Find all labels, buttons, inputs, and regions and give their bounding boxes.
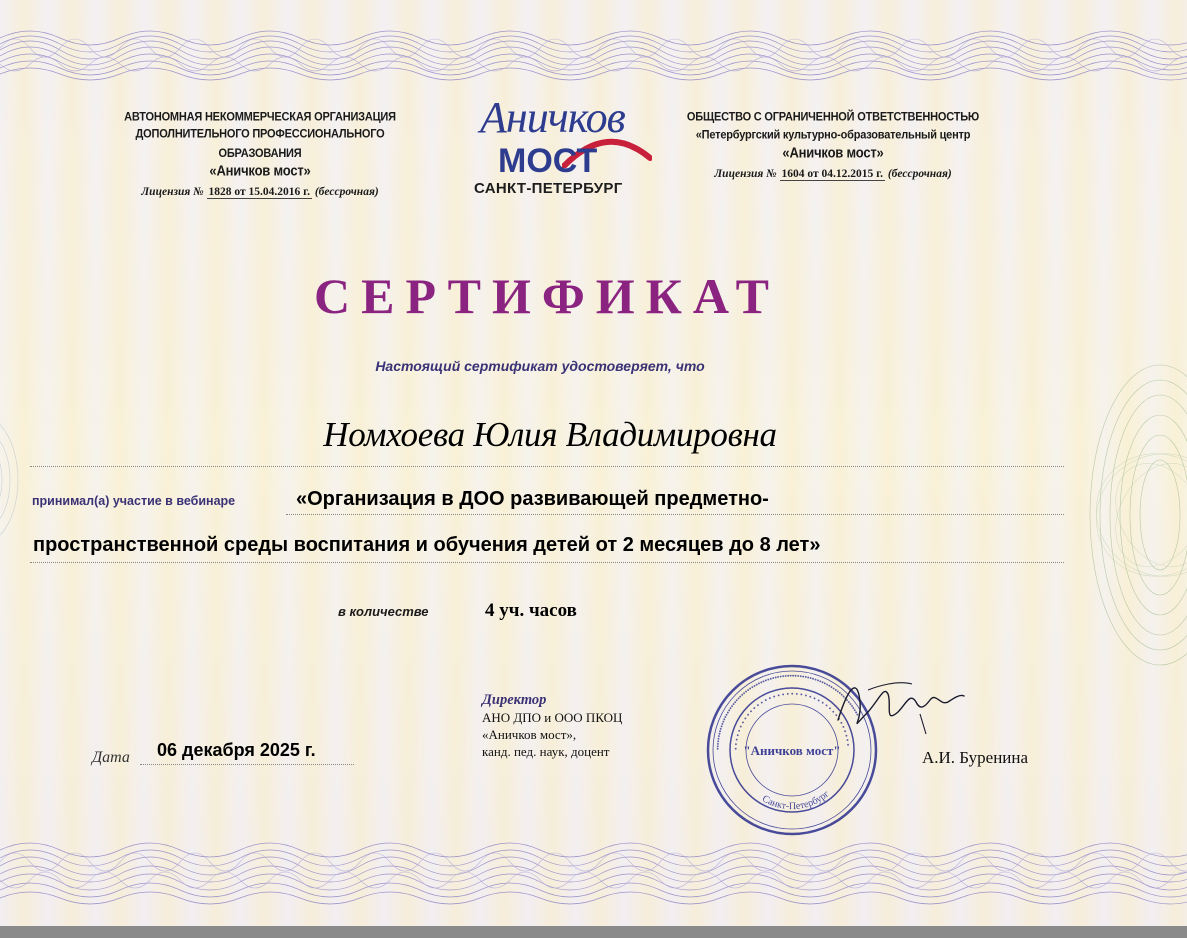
stamp-center-text: "Аничков мост" (743, 743, 841, 758)
director-org-name: «Аничков мост», (482, 727, 577, 742)
webinar-title-line2: пространственной среды воспитания и обучения детей от 2 месяцев до 8 лет» (33, 534, 821, 556)
logo-city-text: САНКТ-ПЕТЕРБУРГ (474, 180, 623, 197)
date-value: 06 декабря 2025 г. (157, 740, 316, 760)
hours-value: 4 уч. часов (485, 600, 577, 621)
anichkov-most-logo (462, 92, 652, 204)
org-left-name: «Аничков мост» (209, 162, 311, 179)
license-number: 1828 от 15.04.2016 г. (208, 186, 310, 198)
hours-label: в количестве (338, 604, 429, 619)
bottom-guilloche-border (0, 830, 1187, 910)
webinar-title-line1: «Организация в ДОО развивающей предметно- (296, 488, 769, 510)
webinar-line1-underline (286, 514, 1064, 515)
license-suffix: (бессрочная) (887, 168, 952, 180)
director-org: АНО ДПО и ООО ПКОЦ (482, 710, 623, 725)
signer-name: А.И. Буренина (922, 748, 1029, 767)
svg-text:• • • • • • • • • • • • • • •: • • • • • • • • • • • • • • • • • • • • • • • • • • • • • • • • • • • • • • (732, 690, 851, 751)
certificate-subtitle: Настоящий сертификат удостоверяет, что (375, 358, 705, 374)
webinar-line2-underline (30, 562, 1064, 563)
director-block (482, 692, 622, 760)
license-prefix: Лицензия № (714, 168, 777, 180)
left-organization-header (95, 108, 425, 198)
participation-label: принимал(а) участие в вебинаре (32, 494, 236, 508)
director-degree: канд. пед. наук, доцент (482, 744, 610, 759)
license-suffix: (бессрочная) (314, 186, 379, 198)
org-right-line1: ОБЩЕСТВО С ОГРАНИЧЕННОЙ ОТВЕТСТВЕННОСТЬЮ (686, 110, 980, 124)
license-number: 1604 от 04.12.2015 г. (781, 168, 883, 180)
date-label: Дата (92, 749, 130, 766)
license-prefix: Лицензия № (141, 186, 204, 198)
org-left-line1: АВТОНОМНАЯ НЕКОММЕРЧЕСКАЯ ОРГАНИЗАЦИЯ (124, 110, 396, 124)
svg-text:••••••••••••••••••••••••••••••: •••••••••••••••••••••••••••••••••••••••••••••••••••••••••••••••••••••••••••••• (714, 672, 861, 751)
org-right-line2: «Петербургский культурно-образовательный центр (695, 128, 971, 142)
top-guilloche-border (0, 20, 1187, 90)
right-organization-header (668, 108, 998, 180)
logo-most-text: МОСТ (498, 142, 598, 180)
director-title: Директор (482, 692, 547, 708)
rosette-ornament (1080, 350, 1187, 680)
org-right-name: «Аничков мост» (782, 144, 884, 161)
recipient-name: Номхоева Юлия Владимировна (323, 415, 777, 454)
stamp-city-text: Санкт-Петербург (760, 788, 832, 813)
org-right-license (668, 168, 998, 180)
certificate-title: СЕРТИФИКАТ (313, 268, 780, 324)
date-underline (140, 764, 354, 765)
org-left-license (95, 186, 425, 198)
recipient-underline (30, 466, 1064, 467)
org-left-line2: ДОПОЛНИТЕЛЬНОГО ПРОФЕССИОНАЛЬНОГО ОБРАЗОВАНИЯ (135, 127, 385, 161)
bottom-frame-strip (0, 926, 1187, 938)
director-signature (828, 672, 968, 742)
logo-script-text: Аничков (480, 93, 625, 142)
